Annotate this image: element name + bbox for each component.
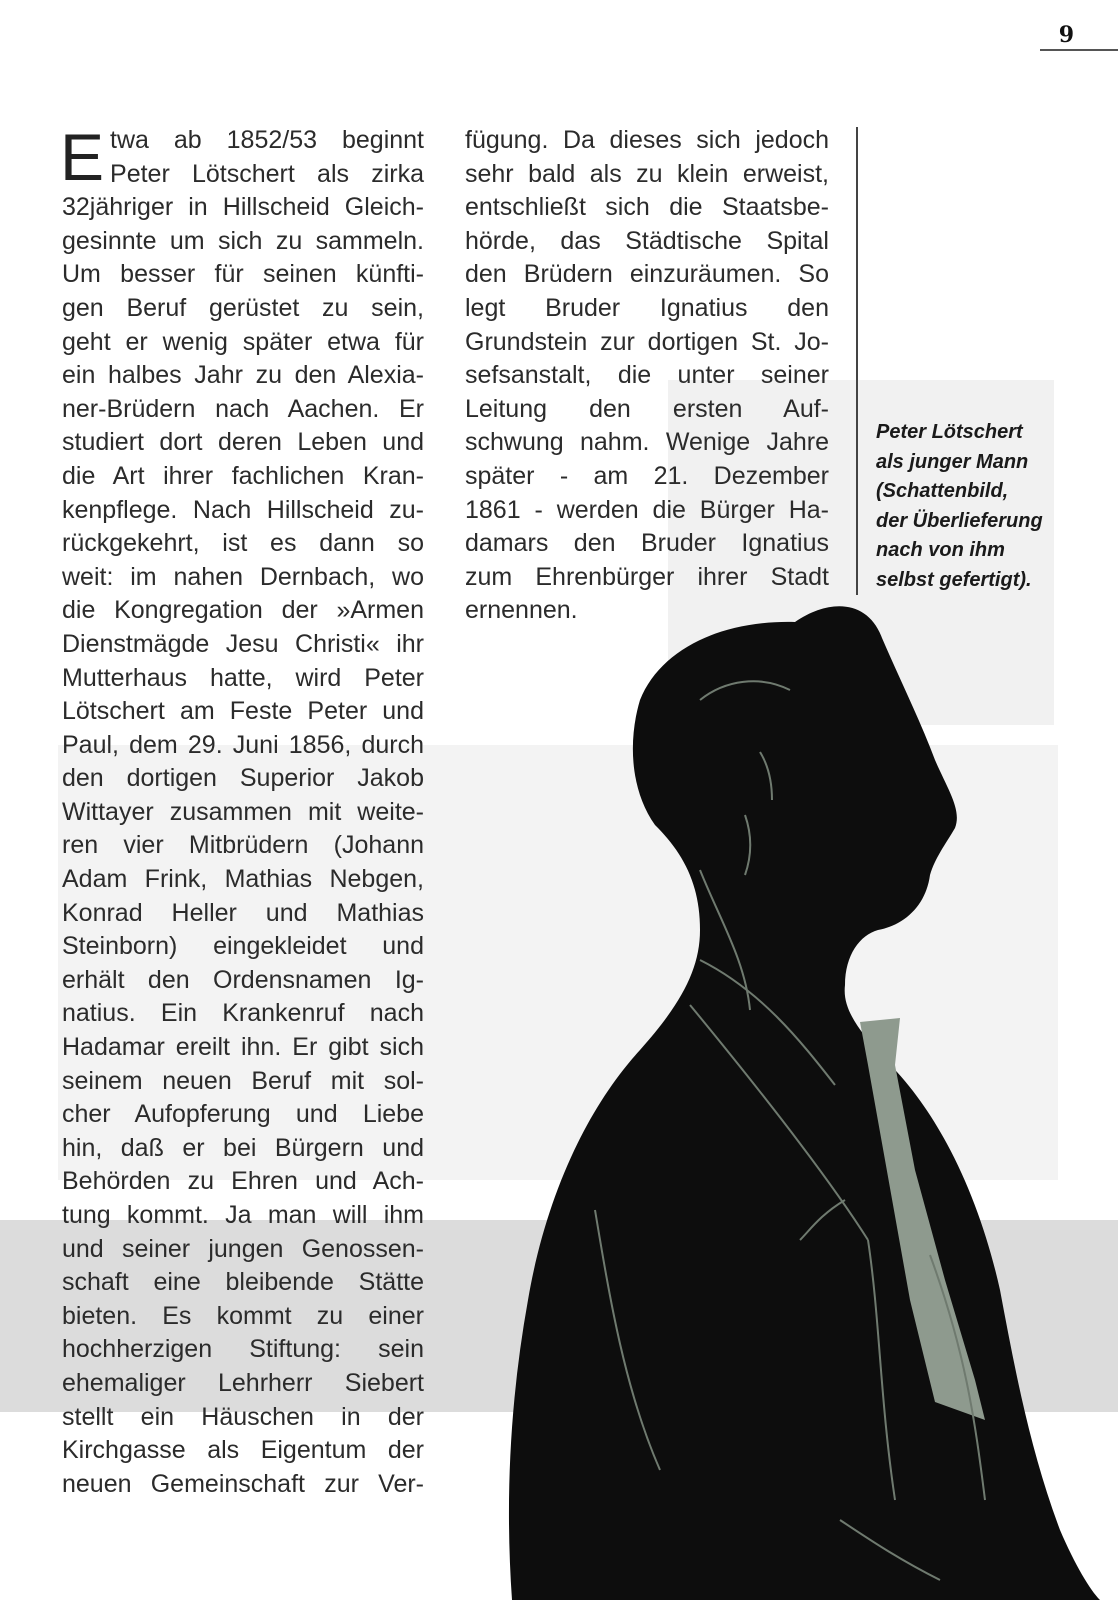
text-line: weit: im nahen Dernbach, wo (62, 562, 424, 591)
text-line: Leitung den ersten Auf- (465, 394, 829, 423)
text-line: Grundstein zur dortigen St. Jo- (465, 327, 829, 356)
text-line: zum Ehrenbürger ihrer Stadt (465, 562, 829, 591)
text-line: Paul, dem 29. Juni 1856, durch (62, 730, 424, 759)
text-line: Kirchgasse als Eigentum der (62, 1436, 424, 1465)
text-line: schwung nahm. Wenige Jahre (465, 428, 829, 457)
text-line: Um besser für seinen künfti- (62, 260, 424, 289)
text-line: ner-Brüdern nach Aachen. Er (62, 394, 424, 423)
text-line: twa ab 1852/53 beginnt (110, 126, 424, 154)
text-line: den dortigen Superior Jakob (62, 764, 424, 793)
caption-line: nach von ihm (876, 539, 1005, 561)
text-line: Dienstmägde Jesu Christi« ihr (62, 629, 424, 658)
text-line: ein halbes Jahr zu den Alexia- (62, 361, 424, 390)
text-line: natius. Ein Krankenruf nach (62, 999, 424, 1028)
image-caption (876, 418, 1086, 595)
caption-rule (856, 127, 858, 595)
text-line: sehr bald als zu klein erweist, (465, 159, 829, 188)
text-line: den Brüdern einzuräumen. So (465, 260, 829, 289)
page-number: 9 (1058, 22, 1074, 48)
caption-line: selbst gefertigt). (876, 568, 1032, 591)
text-line: fügung. Da dieses sich jedoch (465, 126, 829, 154)
caption-line: als junger Mann (876, 450, 1029, 473)
text-line: Mutterhaus hatte, wird Peter (62, 663, 424, 692)
text-line: Steinborn) eingekleidet und (62, 932, 424, 961)
text-line: erhält den Ordensnamen Ig- (62, 965, 424, 994)
silhouette-figure (509, 606, 1100, 1600)
text-line: stellt ein Häuschen in der (62, 1402, 424, 1431)
text-line: ehemaliger Lehrherr Siebert (62, 1368, 424, 1397)
caption-line: Peter Lötschert (876, 421, 1023, 443)
caption-line: der Überlieferung (876, 509, 1043, 532)
text-line: die Kongregation der »Armen (62, 596, 424, 625)
text-line: hin, daß er bei Bürgern und (62, 1133, 424, 1162)
text-line: neuen Gemeinschaft zur Ver- (62, 1469, 424, 1498)
text-line: kenpflege. Nach Hillscheid zu- (62, 495, 424, 524)
text-line: 1861 - werden die Bürger Ha- (465, 495, 829, 524)
text-line: legt Bruder Ignatius den (465, 293, 829, 322)
text-line: studiert dort deren Leben und (62, 428, 424, 457)
text-line: damars den Bruder Ignatius (465, 529, 829, 558)
text-line: Lötschert am Feste Peter und (62, 697, 424, 726)
text-line: Konrad Heller und Mathias (62, 898, 424, 927)
text-line: gesinnte um sich zu sammeln. (62, 226, 424, 255)
text-line: geht er wenig später etwa für (62, 327, 424, 356)
text-line: die Art ihrer fachlichen Kran- (62, 461, 424, 490)
caption-line: (Schattenbild, (876, 480, 1009, 502)
text-line: und seiner jungen Genossen- (62, 1234, 424, 1263)
text-line: schaft eine bleibende Stätte (62, 1268, 424, 1297)
text-line: hörde, das Städtische Spital (465, 226, 829, 255)
text-line: 32jähriger in Hillscheid Gleich- (62, 193, 424, 222)
text-line: seinem neuen Beruf mit sol- (62, 1066, 424, 1095)
text-line: entschließt sich die Staatsbe- (465, 193, 829, 222)
text-line: Peter Lötschert als zirka (110, 159, 424, 188)
text-line: rückgekehrt, ist es dann so (62, 529, 424, 558)
text-line: Wittayer zusammen mit weite- (62, 797, 424, 826)
text-line: ernennen. (465, 596, 578, 625)
dropcap: E (60, 120, 105, 194)
text-line: Hadamar ereilt ihn. Er gibt sich (62, 1033, 424, 1062)
text-line: später - am 21. Dezember (465, 461, 829, 490)
article-column-left (60, 120, 424, 1501)
text-line: bieten. Es kommt zu einer (62, 1301, 424, 1330)
text-line: Behörden zu Ehren und Ach- (62, 1167, 424, 1196)
text-line: sefsanstalt, die unter seiner (465, 361, 829, 390)
text-line: tung kommt. Ja man will ihm (62, 1201, 424, 1229)
text-line: hochherzigen Stiftung: sein (62, 1335, 424, 1364)
article-column-middle (465, 124, 829, 628)
text-line: ren vier Mitbrüdern (Johann (62, 831, 424, 860)
text-line: Adam Frink, Mathias Nebgen, (62, 865, 424, 894)
text-line: gen Beruf gerüstet zu sein, (62, 293, 424, 322)
text-line: cher Aufopferung und Liebe (62, 1100, 424, 1129)
